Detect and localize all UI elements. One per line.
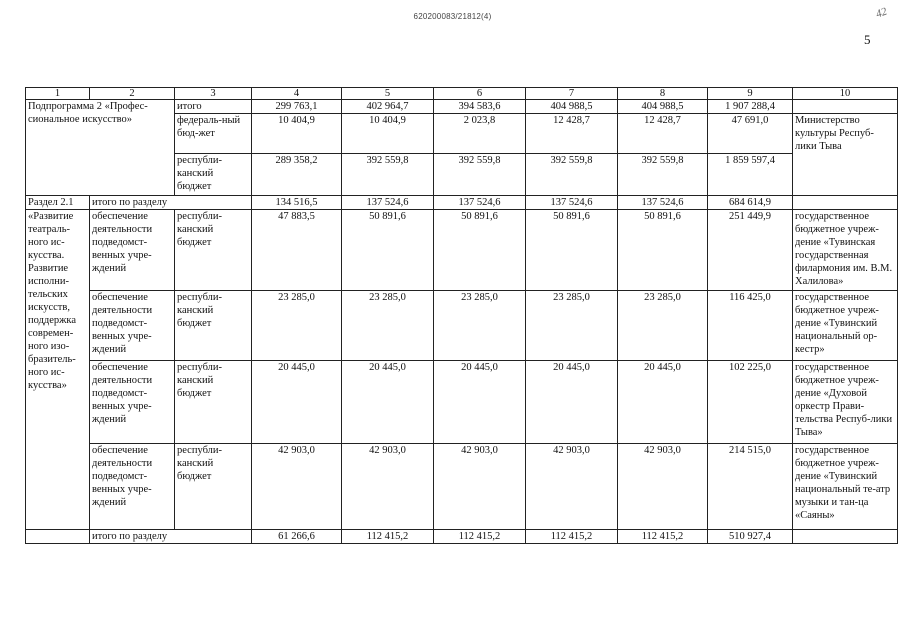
value-cell: 510 927,4 [708,530,793,544]
value-cell: 2 023,8 [434,114,526,154]
value-cell: 684 614,9 [708,196,793,210]
value-cell: 1 859 597,4 [708,154,793,196]
value-cell: 404 988,5 [618,100,708,114]
value-cell: 112 415,2 [526,530,618,544]
value-cell: 23 285,0 [434,291,526,361]
activity-cell: обеспечение деятельности подведомст-венных учре-ждений [90,444,175,530]
value-cell: 392 559,8 [342,154,434,196]
document-id: 620200083/21812(4) [413,12,492,21]
executor-cell [793,196,898,210]
value-cell: 20 445,0 [434,361,526,444]
value-cell: 112 415,2 [618,530,708,544]
value-cell: 50 891,6 [434,210,526,291]
column-header: 9 [708,88,793,100]
funding-source: республи-канский бюджет [175,154,252,196]
value-cell: 42 903,0 [526,444,618,530]
section-title: «Развитие театраль-ного ис-кусства. Развитие исполни-тельских искусств, поддержка современ-ного изо-бразитель-ного ис-кусства» [26,210,90,530]
executor-cell: государственное бюджетное учреж-дение «Тувинский национальный ор-кестр» [793,291,898,361]
value-cell: 137 524,6 [342,196,434,210]
value-cell: 23 285,0 [252,291,342,361]
value-cell: 402 964,7 [342,100,434,114]
column-header: 3 [175,88,252,100]
value-cell: 137 524,6 [434,196,526,210]
funding-source: республи-канский бюджет [175,210,252,291]
section-total-label: итого по разделу [90,530,252,544]
column-header: 4 [252,88,342,100]
value-cell: 42 903,0 [342,444,434,530]
executor-cell: государственное бюджетное учреж-дение «Тувинский национальный те-атр музыки и тан-ца «Саяны» [793,444,898,530]
value-cell: 137 524,6 [618,196,708,210]
column-header: 8 [618,88,708,100]
executor-cell: государственное бюджетное учреж-дение «Тувинская государственная филармония им. В.М. Халилова» [793,210,898,291]
executor-cell: государственное бюджетное учреж-дение «Духовой оркестр Прави-тельства Респуб-лики Тыва» [793,361,898,444]
value-cell: 47 883,5 [252,210,342,291]
handwritten-mark: 42 [874,5,889,21]
value-cell: 214 515,0 [708,444,793,530]
value-cell: 50 891,6 [526,210,618,291]
value-cell: 10 404,9 [342,114,434,154]
value-cell: 23 285,0 [526,291,618,361]
value-cell: 42 903,0 [434,444,526,530]
column-header: 6 [434,88,526,100]
column-header: 5 [342,88,434,100]
table-row [26,100,898,114]
value-cell: 23 285,0 [618,291,708,361]
value-cell: 116 425,0 [708,291,793,361]
executor-cell [793,100,898,114]
table-row [26,291,898,361]
funding-source: федераль-ный бюд-жет [175,114,252,154]
value-cell: 12 428,7 [618,114,708,154]
table-row [26,530,898,544]
value-cell: 12 428,7 [526,114,618,154]
funding-source: республи-канский бюджет [175,291,252,361]
funding-source: республи-канский бюджет [175,361,252,444]
value-cell: 299 763,1 [252,100,342,114]
value-cell: 392 559,8 [526,154,618,196]
value-cell: 23 285,0 [342,291,434,361]
funding-source: республи-канский бюджет [175,444,252,530]
column-header: 10 [793,88,898,100]
value-cell: 20 445,0 [526,361,618,444]
value-cell: 112 415,2 [342,530,434,544]
column-header: 2 [90,88,175,100]
value-cell: 20 445,0 [252,361,342,444]
value-cell: 50 891,6 [342,210,434,291]
value-cell: 102 225,0 [708,361,793,444]
page-number: 5 [864,32,871,47]
value-cell: 404 988,5 [526,100,618,114]
activity-cell: обеспечение деятельности подведомст-венных учре-ждений [90,210,175,291]
value-cell: 10 404,9 [252,114,342,154]
value-cell: 1 907 288,4 [708,100,793,114]
budget-table [25,87,898,544]
empty-cell [26,530,90,544]
value-cell: 251 449,9 [708,210,793,291]
value-cell: 47 691,0 [708,114,793,154]
value-cell: 394 583,6 [434,100,526,114]
value-cell: 289 358,2 [252,154,342,196]
value-cell: 392 559,8 [618,154,708,196]
executor-cell [793,530,898,544]
value-cell: 134 516,5 [252,196,342,210]
value-cell: 42 903,0 [252,444,342,530]
executor-cell: Министерство культуры Респуб-лики Тыва [793,114,898,196]
value-cell: 61 266,6 [252,530,342,544]
value-cell: 137 524,6 [526,196,618,210]
value-cell: 112 415,2 [434,530,526,544]
table-row [26,444,898,530]
table-row [26,210,898,291]
section-total-label: итого по разделу [90,196,252,210]
table-row [26,361,898,444]
activity-cell: обеспечение деятельности подведомст-венных учре-ждений [90,361,175,444]
column-header: 7 [526,88,618,100]
header-row [26,88,898,100]
subprogram-title: Подпрограмма 2 «Профес-сиональное искусство» [26,100,175,196]
value-cell: 20 445,0 [618,361,708,444]
value-cell: 20 445,0 [342,361,434,444]
value-cell: 42 903,0 [618,444,708,530]
value-cell: 50 891,6 [618,210,708,291]
value-cell: 392 559,8 [434,154,526,196]
activity-cell: обеспечение деятельности подведомст-венных учре-ждений [90,291,175,361]
table-row [26,196,898,210]
section-code: Раздел 2.1 [26,196,90,210]
funding-source: итого [175,100,252,114]
column-header: 1 [26,88,90,100]
